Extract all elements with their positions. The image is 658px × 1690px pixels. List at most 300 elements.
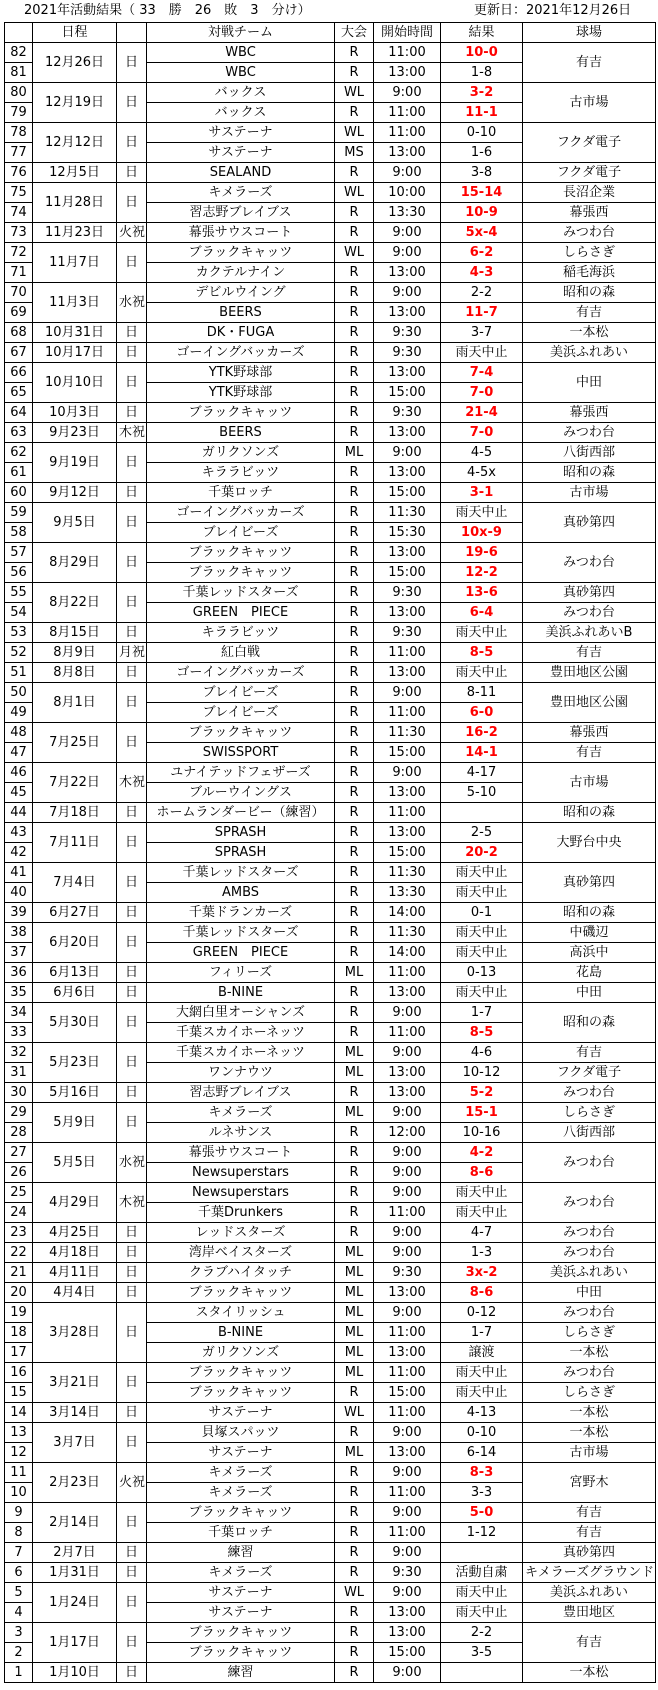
game-result: 雨天中止 — [441, 1603, 523, 1623]
game-number: 21 — [5, 1263, 33, 1283]
start-time: 9:00 — [374, 1423, 441, 1443]
table-row — [5, 343, 656, 363]
game-result: 7-0 — [441, 383, 523, 403]
game-result: 5-2 — [441, 1083, 523, 1103]
tournament: R — [335, 343, 374, 363]
game-number: 12 — [5, 1443, 33, 1463]
start-time: 9:00 — [374, 1663, 441, 1683]
tournament: R — [335, 1223, 374, 1243]
table-row — [5, 163, 656, 183]
start-time: 11:30 — [374, 503, 441, 523]
venue: 古市場 — [523, 483, 656, 503]
opponent-team: サステーナ — [147, 1603, 335, 1623]
start-time: 13:00 — [374, 1343, 441, 1363]
game-weekday: 火祝 — [117, 223, 147, 243]
start-time: 13:00 — [374, 1443, 441, 1463]
game-weekday: 日 — [117, 903, 147, 923]
opponent-team: キメラーズ — [147, 1463, 335, 1483]
tournament: R — [335, 563, 374, 583]
tournament: R — [335, 1143, 374, 1163]
venue: 昭和の森 — [523, 463, 656, 483]
tournament: R — [335, 1463, 374, 1483]
tournament: ML — [335, 1063, 374, 1083]
tournament: R — [335, 1383, 374, 1403]
game-result: 10-0 — [441, 43, 523, 63]
game-date: 6月13日 — [33, 963, 117, 983]
game-result: 8-11 — [441, 683, 523, 703]
tournament: R — [335, 63, 374, 83]
venue: フクダ電子 — [523, 123, 656, 163]
start-time: 11:00 — [374, 43, 441, 63]
table-row — [5, 83, 656, 103]
game-weekday: 日 — [117, 1663, 147, 1683]
game-number: 6 — [5, 1563, 33, 1583]
tournament: R — [335, 383, 374, 403]
game-result: 4-5x — [441, 463, 523, 483]
opponent-team: ブラックキャッツ — [147, 243, 335, 263]
game-weekday: 日 — [117, 503, 147, 543]
game-number: 35 — [5, 983, 33, 1003]
game-weekday: 日 — [117, 123, 147, 163]
game-date: 3月14日 — [33, 1403, 117, 1423]
opponent-team: キララビッツ — [147, 463, 335, 483]
game-result: 4-5 — [441, 443, 523, 463]
start-time: 11:30 — [374, 923, 441, 943]
start-time: 11:00 — [374, 1483, 441, 1503]
game-weekday: 日 — [117, 163, 147, 183]
venue: みつわ台 — [523, 1363, 656, 1383]
opponent-team: ガリクソンズ — [147, 443, 335, 463]
start-time: 9:00 — [374, 1223, 441, 1243]
venue: 宮野木 — [523, 1463, 656, 1503]
table-row — [5, 683, 656, 703]
game-number: 5 — [5, 1583, 33, 1603]
start-time: 13:00 — [374, 783, 441, 803]
start-time: 9:00 — [374, 763, 441, 783]
game-weekday: 日 — [117, 983, 147, 1003]
venue: しらさぎ — [523, 1323, 656, 1343]
game-result: 雨天中止 — [441, 1383, 523, 1403]
start-time: 9:30 — [374, 323, 441, 343]
table-row — [5, 1043, 656, 1063]
game-result: 雨天中止 — [441, 1203, 523, 1223]
start-time: 13:00 — [374, 363, 441, 383]
table-row — [5, 1363, 656, 1383]
game-result: 雨天中止 — [441, 943, 523, 963]
table-row — [5, 963, 656, 983]
opponent-team: サステーナ — [147, 123, 335, 143]
game-date: 4月4日 — [33, 1283, 117, 1303]
game-result: 10x-9 — [441, 523, 523, 543]
game-result: 8-6 — [441, 1283, 523, 1303]
table-header-row — [5, 23, 656, 43]
game-date: 8月1日 — [33, 683, 117, 723]
start-time: 9:00 — [374, 1463, 441, 1483]
column-header-tournament: 大会 — [335, 23, 374, 43]
start-time: 9:00 — [374, 1503, 441, 1523]
game-number: 22 — [5, 1243, 33, 1263]
game-number: 19 — [5, 1303, 33, 1323]
game-date: 8月29日 — [33, 543, 117, 583]
tournament: R — [335, 943, 374, 963]
opponent-team: 千葉レッドスターズ — [147, 923, 335, 943]
game-result: 11-1 — [441, 103, 523, 123]
start-time: 11:00 — [374, 1323, 441, 1343]
game-number: 24 — [5, 1203, 33, 1223]
tournament: ML — [335, 1043, 374, 1063]
venue: みつわ台 — [523, 1303, 656, 1323]
game-date: 2月23日 — [33, 1463, 117, 1503]
tournament: R — [335, 703, 374, 723]
venue: 豊田地区公園 — [523, 663, 656, 683]
venue: 真砂第四 — [523, 863, 656, 903]
game-number: 26 — [5, 1163, 33, 1183]
opponent-team: ブラックキャッツ — [147, 723, 335, 743]
game-weekday: 日 — [117, 1283, 147, 1303]
game-number: 74 — [5, 203, 33, 223]
opponent-team: 幕張サウスコート — [147, 1143, 335, 1163]
venue: 幕張西 — [523, 723, 656, 743]
game-result: 雨天中止 — [441, 343, 523, 363]
game-weekday: 日 — [117, 1583, 147, 1623]
game-weekday: 日 — [117, 1103, 147, 1143]
table-row — [5, 123, 656, 143]
venue: 稲毛海浜 — [523, 263, 656, 283]
start-time: 13:00 — [374, 1603, 441, 1623]
game-weekday: 日 — [117, 1503, 147, 1543]
start-time: 15:00 — [374, 1383, 441, 1403]
opponent-team: ゴーイングバッカーズ — [147, 343, 335, 363]
start-time: 11:00 — [374, 103, 441, 123]
table-row — [5, 1283, 656, 1303]
game-number: 55 — [5, 583, 33, 603]
opponent-team: BEERS — [147, 303, 335, 323]
venue: 有吉 — [523, 643, 656, 663]
game-number: 38 — [5, 923, 33, 943]
opponent-team: キメラーズ — [147, 183, 335, 203]
game-date: 12月12日 — [33, 123, 117, 163]
game-number: 81 — [5, 63, 33, 83]
game-number: 3 — [5, 1623, 33, 1643]
game-number: 57 — [5, 543, 33, 563]
start-time: 9:30 — [374, 403, 441, 423]
game-number: 32 — [5, 1043, 33, 1063]
venue: 豊田地区公園 — [523, 683, 656, 723]
venue: みつわ台 — [523, 1243, 656, 1263]
game-weekday: 日 — [117, 343, 147, 363]
venue: 古市場 — [523, 1443, 656, 1463]
table-row — [5, 423, 656, 443]
opponent-team: DK・FUGA — [147, 323, 335, 343]
venue: 有吉 — [523, 1623, 656, 1663]
game-weekday: 日 — [117, 803, 147, 823]
tournament: R — [335, 1563, 374, 1583]
game-date: 4月29日 — [33, 1183, 117, 1223]
start-time: 11:30 — [374, 863, 441, 883]
game-number: 60 — [5, 483, 33, 503]
game-result: 1-12 — [441, 1523, 523, 1543]
game-number: 48 — [5, 723, 33, 743]
opponent-team: B-NINE — [147, 983, 335, 1003]
opponent-team: B-NINE — [147, 1323, 335, 1343]
venue: 一本松 — [523, 323, 656, 343]
tournament: R — [335, 763, 374, 783]
table-row — [5, 623, 656, 643]
game-result: 11-7 — [441, 303, 523, 323]
game-result: 8-6 — [441, 1163, 523, 1183]
game-result: 10-16 — [441, 1123, 523, 1143]
start-time: 11:30 — [374, 723, 441, 743]
game-weekday: 日 — [117, 863, 147, 903]
table-row — [5, 1003, 656, 1023]
tournament: R — [335, 1603, 374, 1623]
column-header-number — [5, 23, 33, 43]
game-date: 5月5日 — [33, 1143, 117, 1183]
venue: 真砂第四 — [523, 583, 656, 603]
game-number: 54 — [5, 603, 33, 623]
opponent-team: SEALAND — [147, 163, 335, 183]
tournament: ML — [335, 1283, 374, 1303]
game-date: 1月31日 — [33, 1563, 117, 1583]
tournament: ML — [335, 1243, 374, 1263]
game-result: 0-10 — [441, 123, 523, 143]
start-time: 12:00 — [374, 1123, 441, 1143]
start-time: 11:00 — [374, 703, 441, 723]
game-date: 12月26日 — [33, 43, 117, 83]
game-date: 10月17日 — [33, 343, 117, 363]
start-time: 11:00 — [374, 963, 441, 983]
start-time: 13:00 — [374, 823, 441, 843]
game-date: 12月19日 — [33, 83, 117, 123]
tournament: R — [335, 523, 374, 543]
venue: しらさぎ — [523, 1383, 656, 1403]
game-number: 63 — [5, 423, 33, 443]
start-time: 9:00 — [374, 1183, 441, 1203]
game-number: 1 — [5, 1663, 33, 1683]
tournament: R — [335, 543, 374, 563]
game-result: 雨天中止 — [441, 623, 523, 643]
game-result: 15-14 — [441, 183, 523, 203]
venue: 一本松 — [523, 1423, 656, 1443]
game-number: 76 — [5, 163, 33, 183]
start-time: 13:00 — [374, 663, 441, 683]
tournament: ML — [335, 1363, 374, 1383]
game-number: 41 — [5, 863, 33, 883]
game-number: 66 — [5, 363, 33, 383]
game-result: 6-4 — [441, 603, 523, 623]
tournament: R — [335, 1423, 374, 1443]
start-time: 13:00 — [374, 1283, 441, 1303]
venue: フクダ電子 — [523, 163, 656, 183]
start-time: 9:00 — [374, 683, 441, 703]
start-time: 13:00 — [374, 263, 441, 283]
opponent-team: ブルーウイングス — [147, 783, 335, 803]
game-weekday: 日 — [117, 1223, 147, 1243]
opponent-team: 千葉スカイホーネッツ — [147, 1023, 335, 1043]
opponent-team: ブレイビーズ — [147, 683, 335, 703]
game-date: 8月8日 — [33, 663, 117, 683]
game-result: 8-3 — [441, 1463, 523, 1483]
tournament: R — [335, 1183, 374, 1203]
tournament: ML — [335, 1263, 374, 1283]
game-number: 20 — [5, 1283, 33, 1303]
tournament: R — [335, 1523, 374, 1543]
opponent-team: カクテルナイン — [147, 263, 335, 283]
tournament: R — [335, 463, 374, 483]
game-number: 58 — [5, 523, 33, 543]
start-time: 9:00 — [374, 243, 441, 263]
venue: しらさぎ — [523, 1103, 656, 1123]
game-date: 4月18日 — [33, 1243, 117, 1263]
game-date: 7月11日 — [33, 823, 117, 863]
game-date: 8月22日 — [33, 583, 117, 623]
game-weekday: 日 — [117, 583, 147, 623]
start-time: 15:00 — [374, 563, 441, 583]
game-number: 65 — [5, 383, 33, 403]
start-time: 15:00 — [374, 1643, 441, 1663]
game-result: 3-2 — [441, 83, 523, 103]
tournament: R — [335, 1543, 374, 1563]
game-weekday: 水祝 — [117, 283, 147, 323]
game-date: 7月18日 — [33, 803, 117, 823]
venue: 幕張西 — [523, 403, 656, 423]
table-row — [5, 643, 656, 663]
game-weekday: 日 — [117, 363, 147, 403]
game-number: 31 — [5, 1063, 33, 1083]
table-row — [5, 43, 656, 63]
start-time: 9:30 — [374, 343, 441, 363]
tournament: R — [335, 1023, 374, 1043]
tournament: WL — [335, 123, 374, 143]
tournament: R — [335, 263, 374, 283]
tournament: R — [335, 503, 374, 523]
game-result: 8-5 — [441, 643, 523, 663]
venue: 一本松 — [523, 1343, 656, 1363]
game-weekday: 日 — [117, 1083, 147, 1103]
game-weekday: 日 — [117, 323, 147, 343]
game-date: 1月24日 — [33, 1583, 117, 1623]
game-weekday: 日 — [117, 1303, 147, 1363]
game-result: 雨天中止 — [441, 503, 523, 523]
opponent-team: 幕張サウスコート — [147, 223, 335, 243]
game-weekday: 日 — [117, 1423, 147, 1463]
opponent-team: 習志野ブレイブス — [147, 203, 335, 223]
game-weekday: 日 — [117, 1543, 147, 1563]
start-time: 13:30 — [374, 203, 441, 223]
game-date: 2月7日 — [33, 1543, 117, 1563]
start-time: 9:00 — [374, 1583, 441, 1603]
venue: 一本松 — [523, 1663, 656, 1683]
opponent-team: ガリクソンズ — [147, 1343, 335, 1363]
opponent-team: ホームランダービー（練習） — [147, 803, 335, 823]
game-number: 16 — [5, 1363, 33, 1383]
game-weekday: 日 — [117, 823, 147, 863]
game-result: 4-7 — [441, 1223, 523, 1243]
opponent-team: キララビッツ — [147, 623, 335, 643]
game-date: 5月9日 — [33, 1103, 117, 1143]
game-weekday: 日 — [117, 723, 147, 763]
start-time: 9:00 — [374, 1303, 441, 1323]
game-result: 1-6 — [441, 143, 523, 163]
opponent-team: ブラックキャッツ — [147, 543, 335, 563]
game-date: 5月16日 — [33, 1083, 117, 1103]
game-result: 1-3 — [441, 1243, 523, 1263]
tournament: R — [335, 663, 374, 683]
game-result: 雨天中止 — [441, 863, 523, 883]
game-result: 2-2 — [441, 1623, 523, 1643]
game-result: 8-5 — [441, 1023, 523, 1043]
venue: 昭和の森 — [523, 803, 656, 823]
opponent-team: スタイリッシュ — [147, 1303, 335, 1323]
venue: 一本松 — [523, 1403, 656, 1423]
game-weekday: 日 — [117, 683, 147, 723]
game-date: 7月22日 — [33, 763, 117, 803]
table-row — [5, 1243, 656, 1263]
table-row — [5, 243, 656, 263]
game-date: 3月21日 — [33, 1363, 117, 1403]
game-number: 30 — [5, 1083, 33, 1103]
tournament: WL — [335, 183, 374, 203]
tournament: R — [335, 403, 374, 423]
tournament: R — [335, 323, 374, 343]
tournament: R — [335, 923, 374, 943]
start-time: 15:00 — [374, 743, 441, 763]
tournament: R — [335, 983, 374, 1003]
table-row — [5, 1543, 656, 1563]
tournament: R — [335, 1663, 374, 1683]
venue: 中田 — [523, 363, 656, 403]
tournament: ML — [335, 1103, 374, 1123]
table-row — [5, 803, 656, 823]
game-number: 78 — [5, 123, 33, 143]
venue: 豊田地区 — [523, 1603, 656, 1623]
game-number: 72 — [5, 243, 33, 263]
venue: しらさぎ — [523, 243, 656, 263]
venue: みつわ台 — [523, 1183, 656, 1223]
opponent-team: レッドスターズ — [147, 1223, 335, 1243]
opponent-team: 千葉スカイホーネッツ — [147, 1043, 335, 1063]
table-row — [5, 443, 656, 463]
venue: フクダ電子 — [523, 1063, 656, 1083]
start-time: 9:00 — [374, 1043, 441, 1063]
start-time: 13:00 — [374, 1623, 441, 1643]
start-time: 9:00 — [374, 443, 441, 463]
game-number: 46 — [5, 763, 33, 783]
start-time: 15:00 — [374, 383, 441, 403]
opponent-team: フィリーズ — [147, 963, 335, 983]
start-time: 11:00 — [374, 1523, 441, 1543]
opponent-team: ブラックキャッツ — [147, 1363, 335, 1383]
game-result: 19-6 — [441, 543, 523, 563]
table-row — [5, 663, 656, 683]
game-result: 1-7 — [441, 1323, 523, 1343]
start-time: 13:00 — [374, 603, 441, 623]
tournament: R — [335, 163, 374, 183]
tournament: R — [335, 223, 374, 243]
game-date: 11月23日 — [33, 223, 117, 243]
opponent-team: SPRASH — [147, 843, 335, 863]
opponent-team: サステーナ — [147, 1403, 335, 1423]
venue: 有吉 — [523, 1043, 656, 1063]
start-time: 9:00 — [374, 83, 441, 103]
tournament: ML — [335, 1303, 374, 1323]
tournament: R — [335, 203, 374, 223]
opponent-team: 紅白戦 — [147, 643, 335, 663]
game-result: 0-13 — [441, 963, 523, 983]
game-weekday: 日 — [117, 623, 147, 643]
game-result: 6-0 — [441, 703, 523, 723]
game-number: 23 — [5, 1223, 33, 1243]
